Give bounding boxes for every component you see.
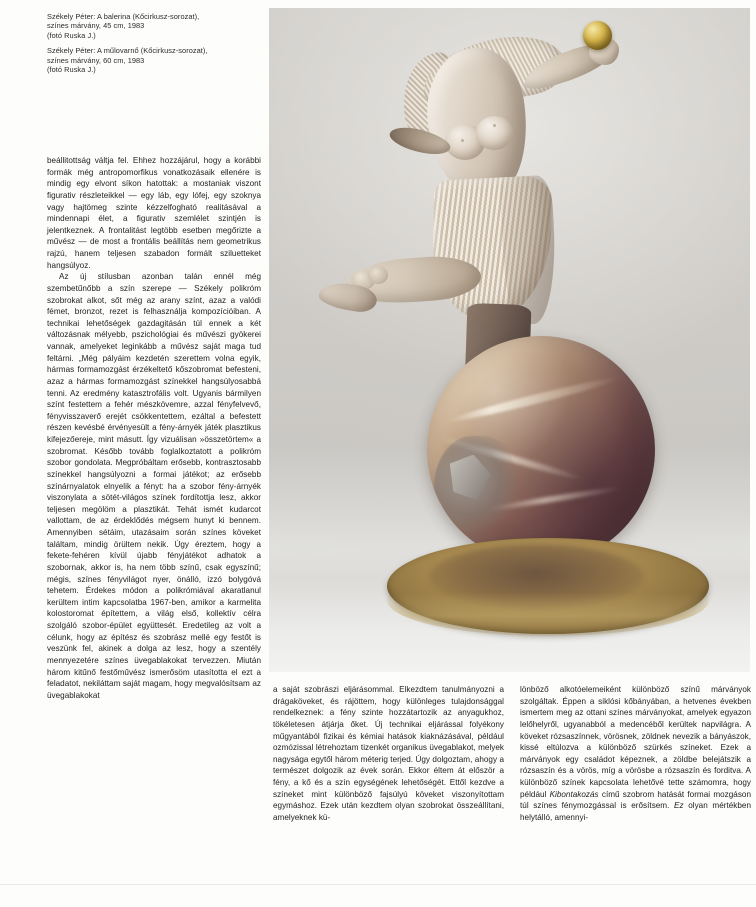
- left-body-column: [47, 155, 261, 701]
- caption-line: Székely Péter: A műlovarnő (Kőcirkusz-sorozat),: [47, 46, 208, 56]
- body-paragraph: a saját szobrászi eljárásommal. Elkezdtem tanulmányozni a drágaköveket, és rájöttem, hogy különleges tulajdonsággal rendelkeznek: a fény szinte hozzátartozik az anyagukhoz, tökéletesen átjárja őket. Új technikai eljárással folyékony műgyantából fizikai és kémiai hatások kiaknázásával, például ozmózissal létrehoztam tizenkét organikus üvegablakot, melyek nagysága egytől három méterig terjed. Úgy dolgoztam, ahogy a természet dolgozik az évek során. Ekkor éltem át először a fény, a kő és a szín egységének lehetőségét. Ettől kezdve a színeket mint különböző fajsúlyú köveket viszonyítottam egymáshoz. Ezek után kezdtem olyan szobrokat összeállítani, amelyeknek kü-: [273, 685, 504, 822]
- sculpture-photograph: [269, 8, 750, 672]
- page-edge-line: [0, 884, 756, 885]
- marble-sphere: [427, 336, 655, 564]
- nipple-left-shape: [461, 139, 464, 142]
- photo-captions: [47, 12, 262, 80]
- marble-vein: [447, 374, 622, 426]
- caption-balerina: [47, 12, 262, 40]
- bottom-column-left: [273, 684, 504, 824]
- body-paragraph: beállitottság váltja fel. Ehhez hozzájárul, hogy a korábbi formák még antropomorfikus vonatkozásaik ellenére is mindig egy elvont síkon hatottak: a mostaniak viszont figurativ részleteikkel — egy láb, egy lófej, egy szoknya vagy hajtömeg szinte kézzelfogható realitásával a mindennapi élet, a figurativ szemlélet szintjén is jelentkeznek. A frontalitást legtöbb esetben megőrizte a művész — de most a frontális beállítás nem geometrikus rajzú, hanem teljesen szabadon formált sziluetteket hangsúlyoz.: [47, 156, 261, 270]
- body-paragraph: Az új stílusban azonban talán ennél még szembetűnőbb a szín szerepe — Székely polikróm szobrokat alkot, sőt még az arany színt, azaz a valódi fémet, bronzot, rezet is felhasználja kompozícióiban. A technikai lehetőségek gazdagitásán túl ennek a két változásnak mélyebb, pszichológiai és művészi gyökerei vannak, amelyeket leginkább a művész saját maga tud feltárni. „Még pályáim kezdetén szerettem volna egyik, hármas formamozgást érzékeltető kőszobromat befesteni, azaz a hármas formamozgást színekkel hangsúlyosabbá tenni. Az eredmény katasztrofális volt. Ugyanis bármilyen színt festettem a fehér mészkövemre, azzal fényfelvevő, fényvisszaverő erejét csökkentettem, ezáltal a befestett részen kevésbé érvényesült a fény-árnyék játék plasztikus kifejezőereje, mint másutt. Így vizuálisan »összetörtem« a szobromat. Később tovább foglalkoztatott a polikróm szobor gondolata. Megpróbáltam erősebb, kontrasztosabb színekkel hangsúlyozni a formai játékot; az erősebb színárnyalatok elnyelik a fényt: ha a szobor fény-árnyék viszonylata a sötét-világos színek fordítottja lesz, akkor teljesen megölöm a plasztikát. Tehát ismét kudarcot vallottam, de az érdeklődés mégsem hunyt ki bennem. Amennyiben sétáim, utazásaim során színes köveket találtam, mindig örültem nekik. Úgy éreztem, hogy a fekete-fehéren kívül újabb fényjátékot adhatok a szobornak, akkor is, ha nem több színű, csak egyszínű; mégis, színes fényvilágot nyer, önálló, izzó bolygóvá tehetem. Érdekes módon a polikrómiával akaratlanul kerültem intim kapcsolatba 1967-ben, amikor a karmelita kolostoromat építettem, a világ első, kollektív célra szolgáló szobor-épület együttesét. Eredetileg az volt a célunk, hogy az építész és szobrász mellé egy festőt is veszünk fel, akinek a dolga az lesz, hogy a szentély mennyezetére színes üvegablakokat tervezzen. Miután három kitűnő festőművész ismerősöm utasította el ezt a feladatot, nekiláttam saját magam, hogy megvalósítsam az üvegablakokat: [47, 272, 261, 700]
- caption-line: Székely Péter: A balerina (Kőcirkusz-sorozat),: [47, 12, 200, 21]
- toe-shape-b: [368, 266, 388, 284]
- body-paragraph: lönböző alkotóelemeiként különböző színű márványok szolgáltak. Éppen a siklósi kőbányában, a hetvenes években ismertem meg az ottani színes márványokat, amelyek egyazon lelőhelyről, ugyanabból a medencéből kerültek napvilágra. A köveket rózsaszínnek, vörösnek, zöldnek nevezik a bányászok, kissé eltúlozva a különböző szürkés színeket. Ezek a márványok egy családot képeznek, a zöldbe belejátszik a rózsaszín és a vörös, míg a vörösbe a rózsaszín és forditva. A különböző színek kapcsolata lehetővé tette számomra, hogy például Kibontakozás című szobrom hatását formai mozgáson túl színes fénymozgással is erősítsem. Ez olyan mértékben helytálló, amennyi-: [520, 685, 751, 822]
- caption-line: színes márvány, 45 cm, 1983: [47, 21, 145, 31]
- caption-mulovarno: [47, 46, 262, 74]
- caption-line: színes márvány, 60 cm, 1983: [47, 55, 145, 65]
- bottom-column-right: [520, 684, 751, 824]
- bottom-text-columns: [273, 684, 751, 824]
- caption-line: (fotó Ruska J.): [47, 65, 96, 75]
- nipple-right-shape: [493, 124, 496, 127]
- caption-line: (fotó Ruska J.): [47, 30, 96, 40]
- base-rim-highlight: [387, 564, 709, 636]
- breast-right-shape: [476, 116, 513, 150]
- gold-ball-shape: [583, 21, 612, 50]
